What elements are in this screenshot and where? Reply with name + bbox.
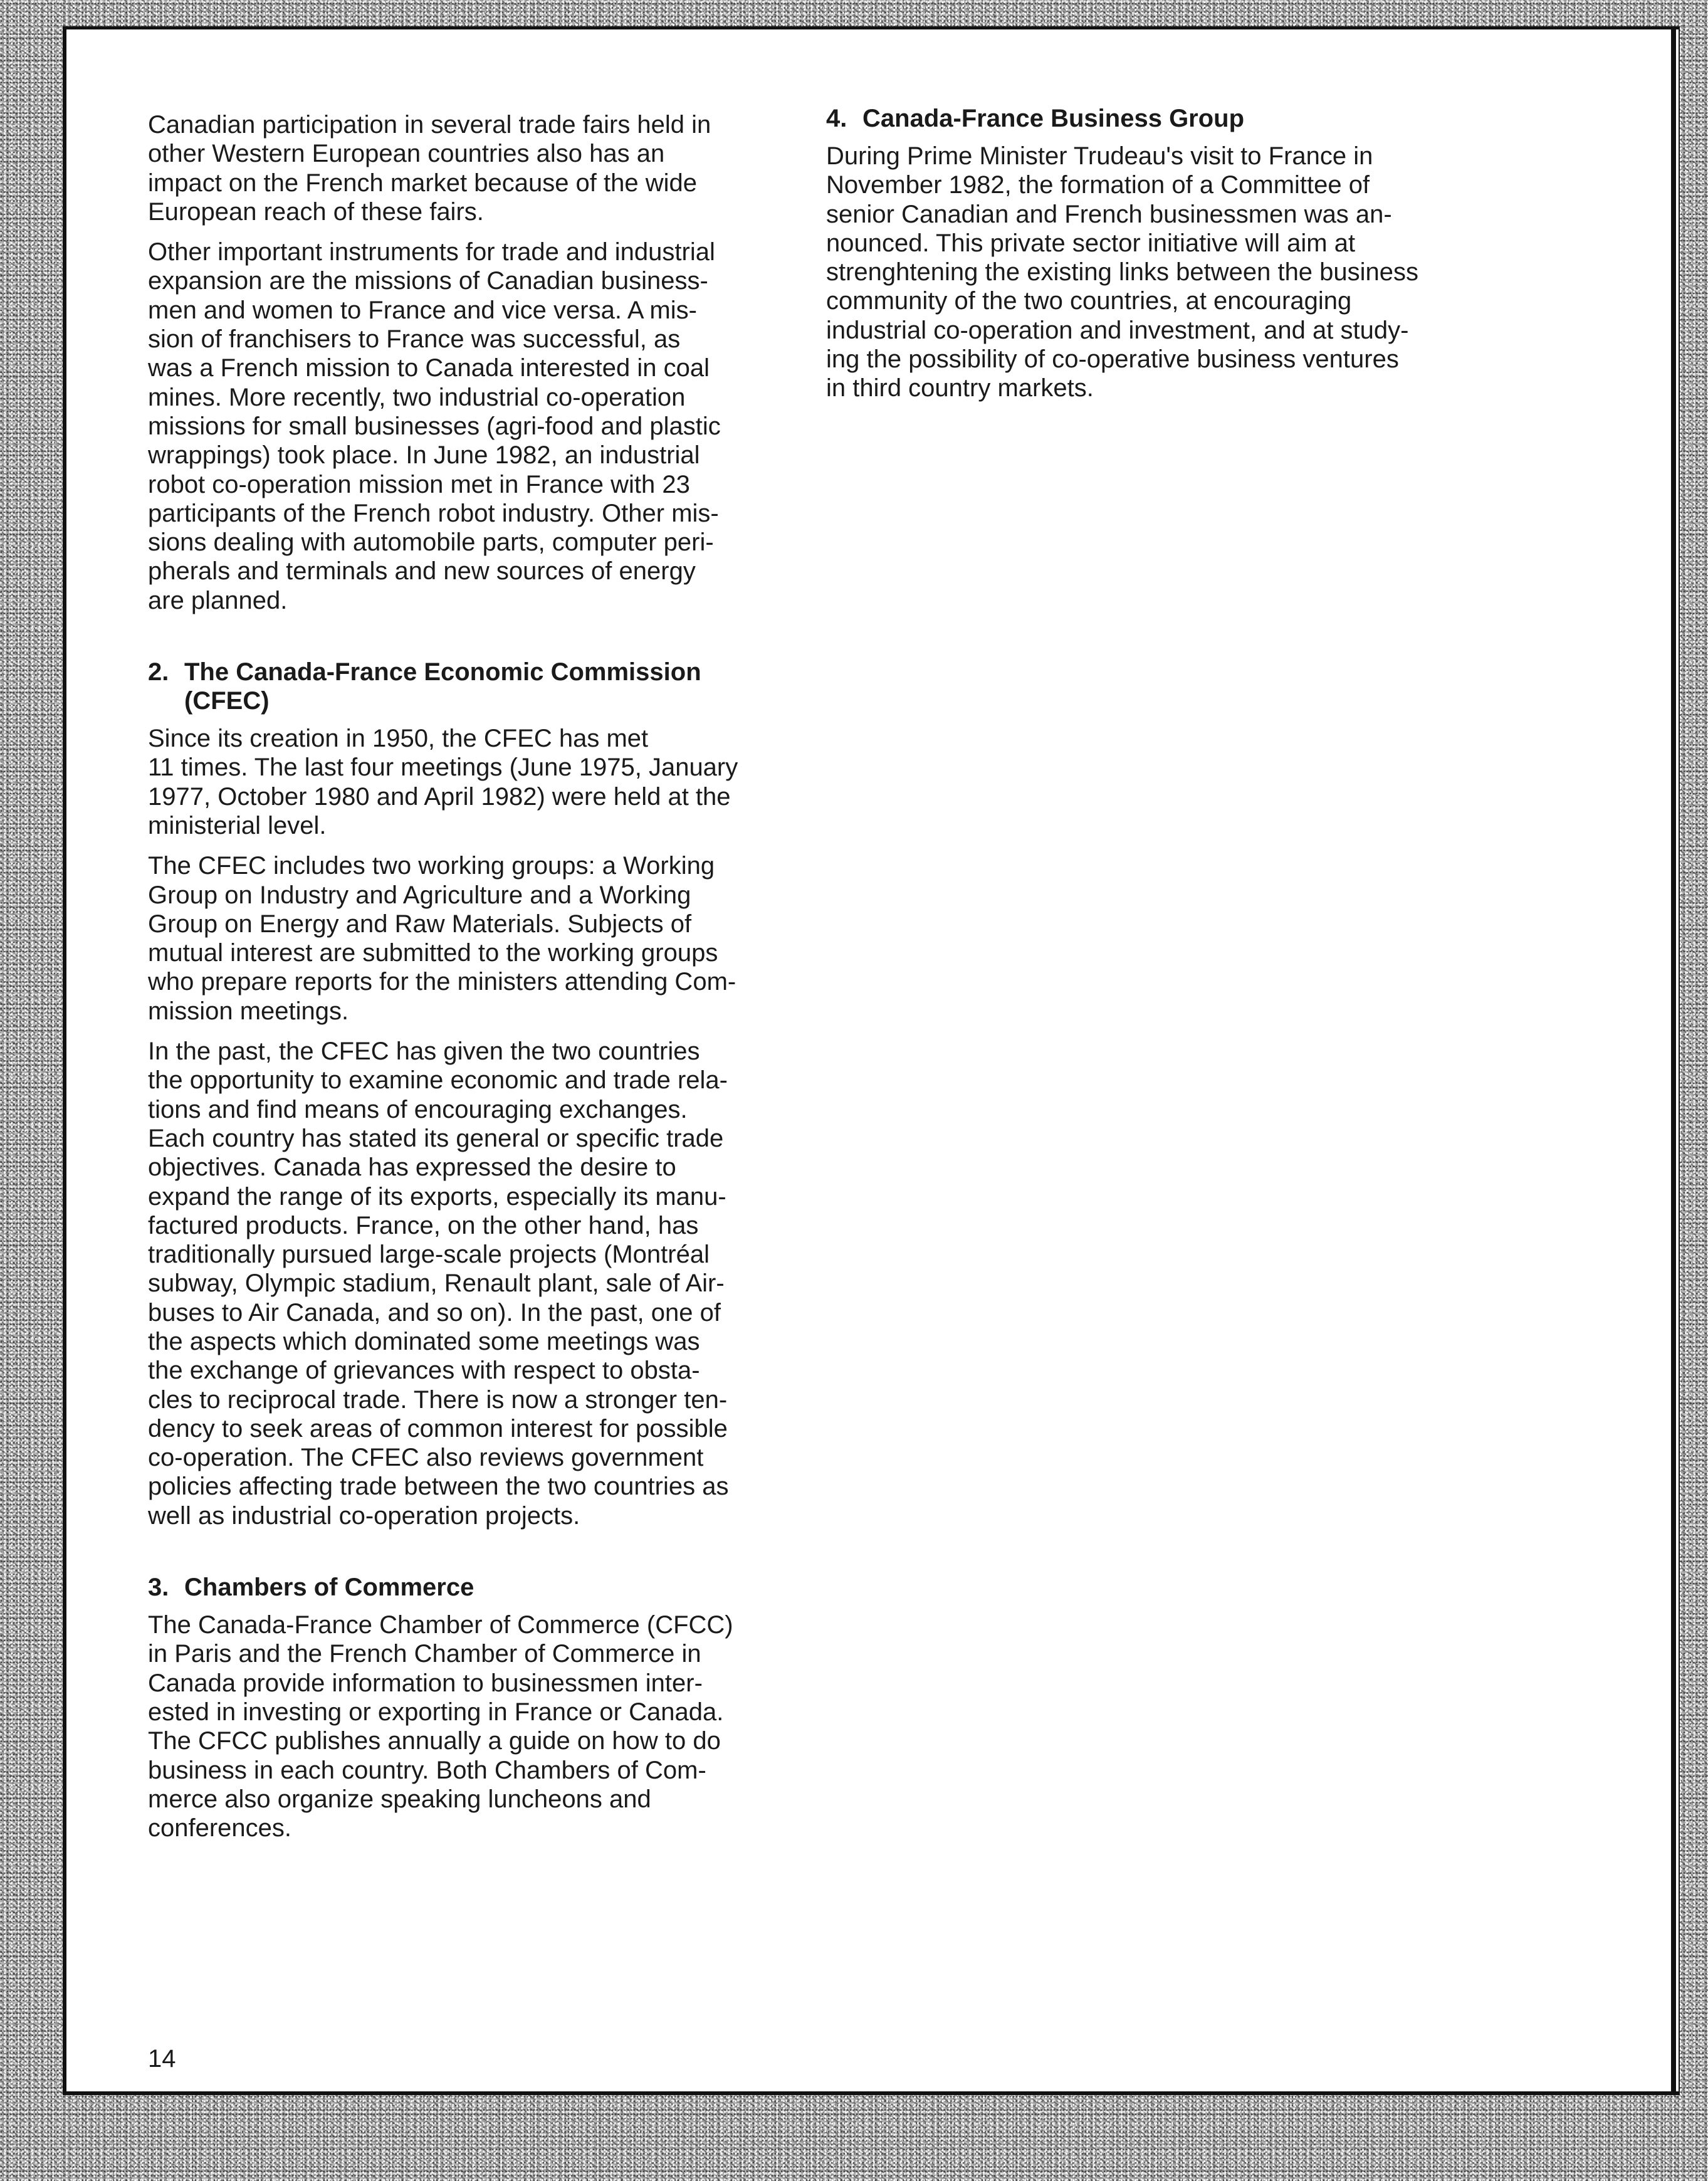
section-2-heading xyxy=(148,658,869,715)
left-column xyxy=(148,110,869,1854)
page-right-edge xyxy=(1671,29,1676,2095)
section-4-number: 4. xyxy=(826,105,847,132)
chambers-paragraph: The Canada-France Chamber of Commerce (CFCC) in Paris and the French Chamber of Commerce in Canada provide information to businessmen inter- ested in investing or exporting in France or Canada. The CFCC publishes annually a guide on how to do business in each country. Both Chambers of Com- merce also organize speaking luncheons and conferences. xyxy=(148,1611,733,1842)
section-spacer xyxy=(148,626,869,658)
cfec-paragraph-working-groups: The CFEC includes two working groups: a Working Group on Industry and Agriculture and a Working Group on Energy and Raw Materials. Subjects of mutual interest are submitted to the working groups who prepare reports for the ministers attending Com- mission meetings. xyxy=(148,852,736,1025)
section-4-title: Canada-France Business Group xyxy=(862,105,1245,132)
section-4-heading xyxy=(826,104,1547,133)
intro-paragraph-missions: Other important instruments for trade and industrial expansion are the missions of Canadian business- men and women to France and vice versa. A mis- sion of franchisers to France was successful, as was a French mission to Canada interested in coal mines. More recently, two industrial co-operation missions for small businesses (agri-food and plastic wrappings) took place. In June 1982, an industrial robot co-operation mission met in France with 23 participants of the French robot industry. Other mis- sions dealing with automobile parts, computer peri- pherals and terminals and new sources of energy are planned. xyxy=(148,238,721,614)
section-spacer xyxy=(148,1542,869,1573)
cfec-paragraph-creation: Since its creation in 1950, the CFEC has met 11 times. The last four meetings (June 1975, January 1977, October 1980 and April 1982) were held at the ministerial level. xyxy=(148,725,738,839)
section-3-number: 3. xyxy=(148,1574,169,1602)
intro-paragraph-trade-fairs: Canadian participation in several trade fairs held in other Western European countries also has an impact on the French market because of the wide European reach of these fairs. xyxy=(148,111,711,226)
business-group-paragraph: During Prime Minister Trudeau's visit to France in November 1982, the formation of a Committee of senior Canadian and French businessmen was an- nounced. This private sector initiative will aim at strenghtening the existing links between the business community of the two countries, at encouraging industrial co-operation and investment, and at study- ing the possibility of co-operative business ventures in third country markets. xyxy=(826,142,1419,402)
section-3-heading xyxy=(148,1573,869,1602)
section-2-number: 2. xyxy=(148,658,169,686)
cfec-paragraph-history: In the past, the CFEC has given the two countries the opportunity to examine economic and trade rela- tions and find means of encouraging exchanges. Each country has stated its general or specific trade objectives. Canada has expressed the desire to expand the range of its exports, especially its manu- factured products. France, on the other hand, has traditionally pursued large-scale projects (Montréal subway, Olympic stadium, Renault plant, sale of Air- buses to Air Canada, and so on). In the past, one of the aspects which dominated some meetings was the exchange of grievances with respect to obsta- cles to reciprocal trade. There is now a stronger ten- dency to seek areas of common interest for possible co-operation. The CFEC also reviews government policies affecting trade between the two countries as well as industrial co-operation projects. xyxy=(148,1038,729,1530)
page-number: 14 xyxy=(148,2045,176,2073)
section-3-title: Chambers of Commerce xyxy=(184,1574,474,1602)
section-2-title: The Canada-France Economic Commission (CFEC) xyxy=(184,658,701,715)
right-column xyxy=(826,104,1547,414)
